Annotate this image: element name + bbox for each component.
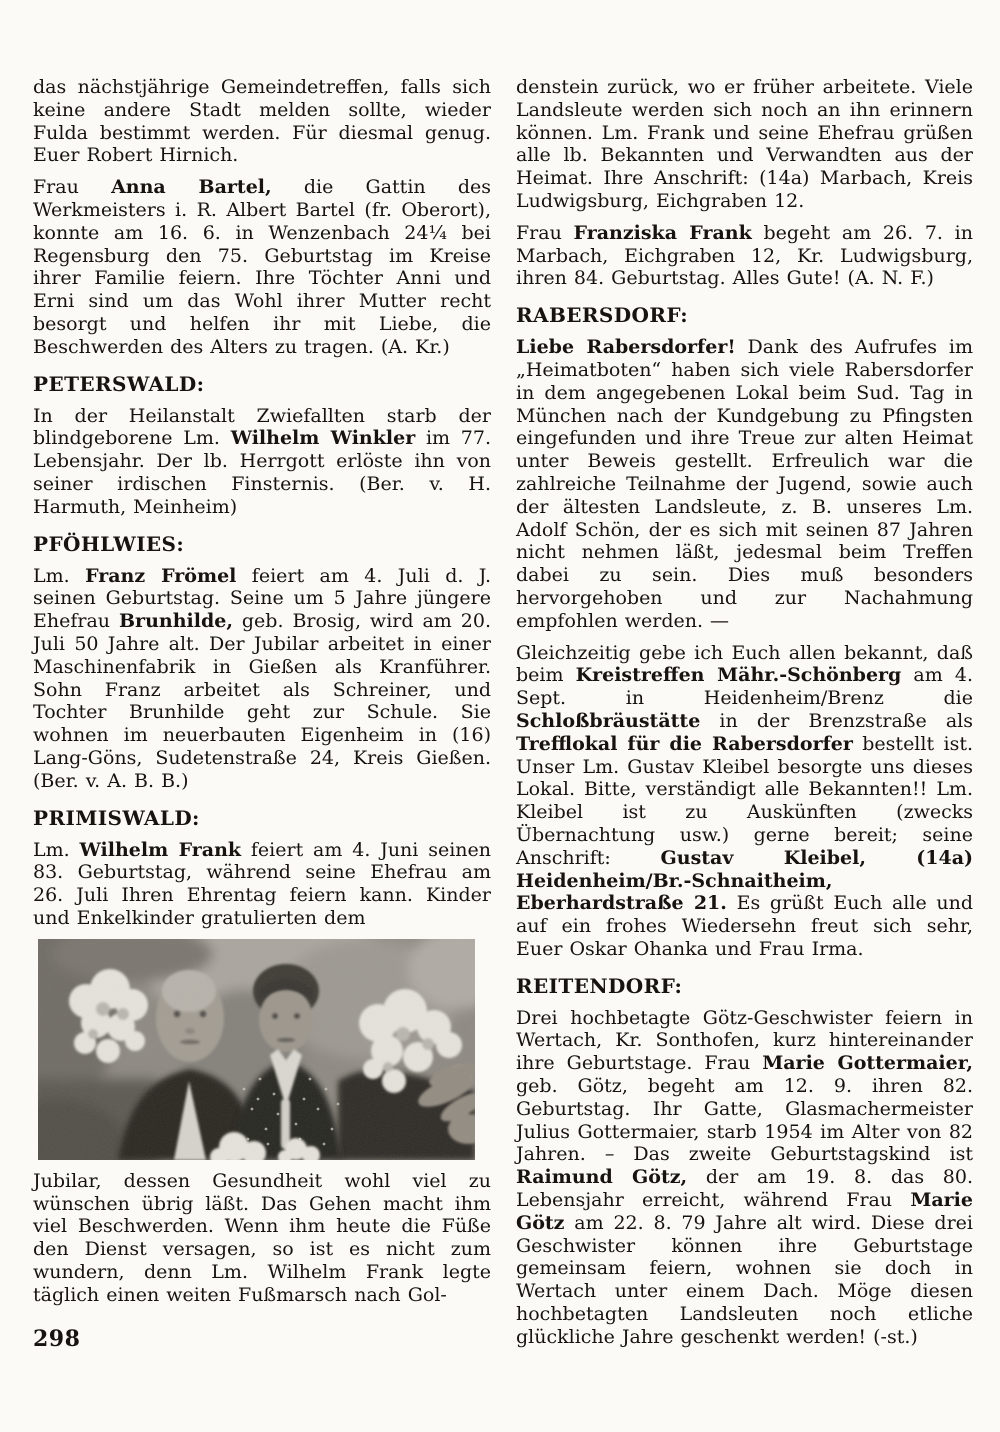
text: geb. Brosig, wird am 20. Juli 50 Jahre alt. Der Jubilar arbeitet in einer Maschinenfabrik in Gießen als Kranführer. Sohn Franz arbeitet als Schreiner, und Tochter Brunhilde geht zur Schule. Sie wohnen im neuerbauten Eigenheim in (16) Lang-Göns, Sudetenstraße 24, Kreis Gießen. (Ber. v. A. B. B.)	[33, 610, 491, 792]
text: begeht am 26. 7. in Marbach, Eichgraben 12, Kr. Ludwigsburg, ihren 84. Geburtstag. Alles Gute! (A. N. F.)	[516, 221, 973, 290]
paragraph	[33, 1170, 491, 1307]
paragraph	[516, 1007, 973, 1349]
text: der am 19. 8. das 80. Lebensjahr erreicht, während Frau	[516, 1166, 974, 1212]
text: Lm.	[33, 564, 86, 587]
paragraph	[33, 405, 491, 519]
text: feiert am 4. Juli d. J. seinen Geburtstag. Seine um 5 Jahre jüngere Ehefrau	[33, 564, 491, 633]
text: am 22. 8. 79 Jahre alt wird. Diese drei Geschwister können ihre Geburtstage gemeinsam feiern, wohnen sie doch in Wertach unter einem Dach. Möge diesen hochbetagten Landsleuten noch etliche glückliche Jahre geschenkt werden! (-st.)	[516, 1211, 973, 1348]
bold-text: Trefflokal für die Rabersdorfer	[516, 732, 853, 755]
bold-text: Brunhilde,	[119, 610, 233, 633]
section-heading-reitendorf: REITENDORF:	[516, 973, 683, 998]
text: denstein zurück, wo er früher arbeitete. Viele Landsleute werden sich noch an ihn erinnern können. Lm. Frank und seine Ehefrau grüßen alle lb. Bekannten und Verwandten aus der Heimat. Ihre Anschrift: (14a) Marbach, Kreis Ludwigsburg, Eichgraben 12.	[516, 76, 973, 212]
section-heading-pföhlwies: PFÖHLWIES:	[33, 531, 185, 556]
section-heading-peterswald: PETERSWALD:	[33, 371, 205, 396]
page-number: 298	[33, 1326, 81, 1352]
text: Frau	[33, 176, 112, 199]
text: Lm.	[33, 838, 80, 861]
text: Dank des Aufrufes im „Heimatboten“ haben sich viele Rabersdorfer in dem angegebenen Lokal beim Sud. Tag in München nach der Kundgebung zu Pfingsten eingefunden und ihre Treue zur alten Heimat unter Beweis gestellt. Erfreulich war die zahlreiche Teilnahme der Jugend, sowie auch der ältesten Landsleute, z. B. unseres Lm. Adolf Schön, der es sich mit seinen 87 Jahren nicht nehmen läßt, jedesmal beim Treffen dabei zu sein. Dies muß besonders hervorgehoben und zur Nachahmung empfohlen werden. —	[516, 336, 973, 632]
section-heading-primiswald: PRIMISWALD:	[33, 805, 200, 830]
bold-text: Wilhelm Winkler	[230, 427, 416, 450]
text: Frau	[516, 221, 574, 244]
text: In der Heilanstalt Zwiefallten starb der blindgeborene Lm.	[33, 404, 491, 450]
paragraph	[516, 336, 973, 632]
anniversary-couple-photo	[38, 939, 475, 1160]
text: geb. Götz, begeht am 12. 9. ihren 82. Geburtstag. Ihr Gatte, Glasmachermeister Julius Gottermaier, starb 1954 im Alter von 82 Jahren. – Das zweite Geburtstagskind ist	[516, 1075, 973, 1166]
bold-text: Franz Frömel	[85, 564, 237, 587]
paragraph	[33, 565, 491, 793]
bold-text: Franziska Frank	[573, 221, 752, 244]
bold-text: Marie Götz	[516, 1189, 973, 1234]
text: Es grüßt Euch alle und auf ein frohes Wiedersehn freut sich sehr, Euer Oskar Ohanka und Frau Irma.	[516, 892, 973, 960]
right-column	[516, 76, 973, 1358]
text: die Gattin des Werkmeisters i. R. Albert Bartel (fr. Oberort), konnte am 16. 6. in Wenzenbach 24¼ bei Regensburg den 75. Geburtstag im Kreise ihrer Familie feiern. Ihre Töchter Anni und Erni sind um das Wohl ihrer Mutter recht besorgt und helfen ihr mit Liebe, die Beschwerden des Alters zu tragen. (A. Kr.)	[33, 176, 492, 358]
bold-text: Liebe Rabersdorfer!	[516, 336, 736, 359]
section-heading-rabersdorf: RABERSDORF:	[516, 303, 689, 328]
text: im 77. Lebensjahr. Der lb. Herrgott erlöste ihn von seiner irdischen Finsternis. (Ber. v. H. Harmuth, Meinheim)	[33, 427, 491, 518]
text: Drei hochbetagte Götz-Geschwister feiern in Wertach, Kr. Sonthofen, kurz hintereinander ihre Geburtstage. Frau	[516, 1006, 973, 1075]
paragraph	[33, 76, 491, 167]
text: feiert am 4. Juni seinen 83. Geburtstag, während seine Ehefrau am 26. Juli Ihren Ehrentag feiern kann. Kinder und Enkelkinder gratulierten dem	[33, 838, 491, 929]
photo-image	[38, 939, 475, 1160]
paragraph	[33, 839, 491, 930]
text: Gleichzeitig gebe ich Euch allen bekannt, daß beim	[516, 641, 973, 687]
bold-text: Kreistreffen Mähr.-Schönberg	[575, 664, 902, 687]
bold-text: Raimund Götz,	[516, 1166, 688, 1189]
paragraph	[516, 222, 973, 290]
left-column	[33, 76, 491, 1315]
bold-text: Wilhelm Frank	[79, 838, 242, 861]
paragraph	[516, 642, 973, 961]
bold-text: Anna Bartel,	[111, 176, 272, 199]
bold-text: Gustav Kleibel, (14a) Heidenheim/Br.-Schnaitheim, Eberhardstraße 21.	[516, 846, 973, 915]
bold-text: Schloßbräustätte	[516, 709, 701, 732]
paragraph	[516, 76, 973, 213]
bold-text: Marie Gottermaier,	[762, 1052, 973, 1075]
text: bestellt ist. Unser Lm. Gustav Kleibel besorgte uns dieses Lokal. Bitte, verständigt alle Bekannten!! Lm. Kleibel ist zu Auskünften (zwecks Übernachtung usw.) gerne bereit; seine Anschrift:	[516, 732, 974, 869]
paragraph	[33, 176, 491, 358]
text: am 4. Sept. in Heidenheim/Brenz die	[516, 664, 973, 710]
text: das nächstjährige Gemeindetreffen, falls sich keine andere Stadt melden sollte, wieder Fulda bestimmt werden. Für diesmal genug. Euer Robert Hirnich.	[33, 76, 491, 167]
text: in der Brenzstraße als	[700, 709, 973, 732]
text: Jubilar, dessen Gesundheit wohl viel zu wünschen übrig läßt. Das Gehen macht ihm viel Beschwerden. Wenn ihm heute die Füße den Dienst versagen, so ist es nicht zum wundern, denn Lm. Wilhelm Frank legte täglich einen weiten Fußmarsch nach Gol-	[33, 1169, 491, 1306]
